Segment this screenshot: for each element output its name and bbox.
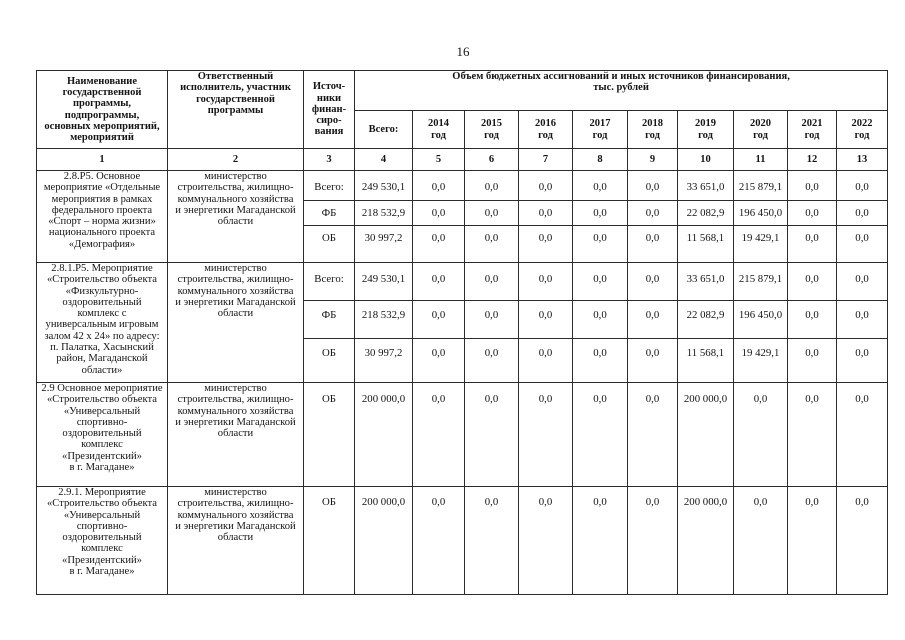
- column-number: 10: [678, 149, 734, 171]
- table-row: [37, 171, 888, 201]
- cell-total: 249 530,1: [355, 171, 413, 201]
- cell-2014: 0,0: [413, 171, 465, 201]
- cell-2021: 0,0: [788, 487, 837, 595]
- cell-2016: 0,0: [519, 301, 573, 339]
- cell-2018: 0,0: [628, 339, 678, 383]
- funding-source: Всего:: [304, 263, 355, 301]
- cell-2016: 0,0: [519, 226, 573, 263]
- cell-2014: 0,0: [413, 339, 465, 383]
- cell-2022: 0,0: [837, 263, 888, 301]
- cell-2019: 33 651,0: [678, 263, 734, 301]
- cell-2022: 0,0: [837, 301, 888, 339]
- cell-2017: 0,0: [573, 301, 628, 339]
- funding-source: ОБ: [304, 487, 355, 595]
- header-year-2021: 2021 год: [788, 111, 837, 149]
- measure-name: 2.8.Р5. Основное мероприятие «Отдельные мероприятия в рамках федерального проекта «Спорт – норма жизни» национального проекта «Демография»: [37, 171, 168, 263]
- table-row: [37, 263, 888, 301]
- column-number: 4: [355, 149, 413, 171]
- cell-2021: 0,0: [788, 226, 837, 263]
- cell-2016: 0,0: [519, 171, 573, 201]
- cell-2017: 0,0: [573, 487, 628, 595]
- page-number: 16: [456, 44, 470, 59]
- cell-2021: 0,0: [788, 201, 837, 226]
- cell-2018: 0,0: [628, 171, 678, 201]
- header-year-2015: 2015 год: [465, 111, 519, 149]
- cell-2014: 0,0: [413, 487, 465, 595]
- cell-total: 218 532,9: [355, 301, 413, 339]
- cell-2015: 0,0: [465, 263, 519, 301]
- cell-total: 200 000,0: [355, 487, 413, 595]
- responsible-executor: министерство строительства, жилищно- коммунального хозяйства и энергетики Магаданской области: [168, 171, 304, 263]
- header-year-2022: 2022 год: [837, 111, 888, 149]
- cell-2014: 0,0: [413, 201, 465, 226]
- cell-2019: 11 568,1: [678, 226, 734, 263]
- column-number: 1: [37, 149, 168, 171]
- budget-table: [36, 70, 888, 595]
- funding-source: ФБ: [304, 301, 355, 339]
- cell-2016: 0,0: [519, 201, 573, 226]
- column-number: 7: [519, 149, 573, 171]
- column-number: 6: [465, 149, 519, 171]
- cell-2018: 0,0: [628, 301, 678, 339]
- column-number: 9: [628, 149, 678, 171]
- header-year-2020: 2020 год: [734, 111, 788, 149]
- cell-total: 249 530,1: [355, 263, 413, 301]
- cell-2022: 0,0: [837, 201, 888, 226]
- cell-2022: 0,0: [837, 487, 888, 595]
- cell-2020: 215 879,1: [734, 263, 788, 301]
- cell-2020: 0,0: [734, 383, 788, 487]
- cell-total: 30 997,2: [355, 226, 413, 263]
- cell-2017: 0,0: [573, 201, 628, 226]
- cell-2018: 0,0: [628, 487, 678, 595]
- cell-2020: 196 450,0: [734, 201, 788, 226]
- column-number: 8: [573, 149, 628, 171]
- column-number: 12: [788, 149, 837, 171]
- header-responsible-executor: Ответственный исполнитель, участник государственной программы: [168, 71, 304, 149]
- funding-source: ОБ: [304, 226, 355, 263]
- cell-2018: 0,0: [628, 201, 678, 226]
- cell-2015: 0,0: [465, 301, 519, 339]
- cell-2017: 0,0: [573, 383, 628, 487]
- cell-2019: 22 082,9: [678, 201, 734, 226]
- cell-2015: 0,0: [465, 339, 519, 383]
- cell-2022: 0,0: [837, 171, 888, 201]
- cell-2015: 0,0: [465, 487, 519, 595]
- cell-2014: 0,0: [413, 301, 465, 339]
- cell-total: 30 997,2: [355, 339, 413, 383]
- cell-2018: 0,0: [628, 263, 678, 301]
- column-number: 5: [413, 149, 465, 171]
- cell-2021: 0,0: [788, 339, 837, 383]
- cell-2015: 0,0: [465, 383, 519, 487]
- column-number: 2: [168, 149, 304, 171]
- cell-2014: 0,0: [413, 226, 465, 263]
- cell-2020: 19 429,1: [734, 226, 788, 263]
- cell-2016: 0,0: [519, 487, 573, 595]
- header-year-2019: 2019 год: [678, 111, 734, 149]
- responsible-executor: министерство строительства, жилищно- коммунального хозяйства и энергетики Магаданской области: [168, 383, 304, 487]
- column-number: 13: [837, 149, 888, 171]
- cell-2021: 0,0: [788, 263, 837, 301]
- header-year-2018: 2018 год: [628, 111, 678, 149]
- cell-2022: 0,0: [837, 226, 888, 263]
- cell-2017: 0,0: [573, 339, 628, 383]
- cell-2022: 0,0: [837, 339, 888, 383]
- funding-source: ОБ: [304, 383, 355, 487]
- cell-2019: 22 082,9: [678, 301, 734, 339]
- header-year-2016: 2016 год: [519, 111, 573, 149]
- cell-2021: 0,0: [788, 383, 837, 487]
- cell-2015: 0,0: [465, 201, 519, 226]
- cell-2020: 0,0: [734, 487, 788, 595]
- cell-total: 200 000,0: [355, 383, 413, 487]
- cell-2020: 215 879,1: [734, 171, 788, 201]
- header-year-2017: 2017 год: [573, 111, 628, 149]
- table-row: [37, 383, 888, 487]
- cell-2021: 0,0: [788, 301, 837, 339]
- column-number: 3: [304, 149, 355, 171]
- cell-2014: 0,0: [413, 383, 465, 487]
- column-number-row: [37, 149, 888, 171]
- cell-2021: 0,0: [788, 171, 837, 201]
- cell-2019: 11 568,1: [678, 339, 734, 383]
- cell-2017: 0,0: [573, 171, 628, 201]
- cell-2018: 0,0: [628, 226, 678, 263]
- header-budget-volume: Объем бюджетных ассигнований и иных источников финансирования, тыс. рублей: [355, 71, 888, 111]
- header-funding-sources: Источ- ники финан- сиро- вания: [304, 71, 355, 149]
- cell-2017: 0,0: [573, 226, 628, 263]
- header-row: [37, 71, 888, 111]
- column-number: 11: [734, 149, 788, 171]
- cell-2016: 0,0: [519, 383, 573, 487]
- funding-source: ОБ: [304, 339, 355, 383]
- header-year-2014: 2014 год: [413, 111, 465, 149]
- cell-2015: 0,0: [465, 171, 519, 201]
- table-row: [37, 487, 888, 595]
- cell-2016: 0,0: [519, 263, 573, 301]
- cell-2022: 0,0: [837, 383, 888, 487]
- cell-2020: 196 450,0: [734, 301, 788, 339]
- cell-2014: 0,0: [413, 263, 465, 301]
- funding-source: ФБ: [304, 201, 355, 226]
- measure-name: 2.8.1.Р5. Мероприятие «Строительство объекта «Физкультурно- оздоровительный комплекс с универсальным игровым залом 42 х 24» по адресу: п. Палатка, Хасынский район, Магаданской области»: [37, 263, 168, 383]
- cell-2016: 0,0: [519, 339, 573, 383]
- cell-2020: 19 429,1: [734, 339, 788, 383]
- measure-name: 2.9 Основное мероприятие «Строительство объекта «Универсальный спортивно- оздоровительный комплекс «Президентский» в г. Магадане»: [37, 383, 168, 487]
- cell-2015: 0,0: [465, 226, 519, 263]
- cell-2019: 200 000,0: [678, 487, 734, 595]
- cell-2019: 33 651,0: [678, 171, 734, 201]
- cell-total: 218 532,9: [355, 201, 413, 226]
- responsible-executor: министерство строительства, жилищно- коммунального хозяйства и энергетики Магаданской области: [168, 263, 304, 383]
- funding-source: Всего:: [304, 171, 355, 201]
- header-total: Всего:: [355, 111, 413, 149]
- cell-2018: 0,0: [628, 383, 678, 487]
- cell-2017: 0,0: [573, 263, 628, 301]
- measure-name: 2.9.1. Мероприятие «Строительство объекта «Универсальный спортивно- оздоровительный комплекс «Президентский» в г. Магадане»: [37, 487, 168, 595]
- cell-2019: 200 000,0: [678, 383, 734, 487]
- responsible-executor: министерство строительства, жилищно- коммунального хозяйства и энергетики Магаданской области: [168, 487, 304, 595]
- header-program-name: Наименование государственной программы, подпрограммы, основных мероприятий, мероприятий: [37, 71, 168, 149]
